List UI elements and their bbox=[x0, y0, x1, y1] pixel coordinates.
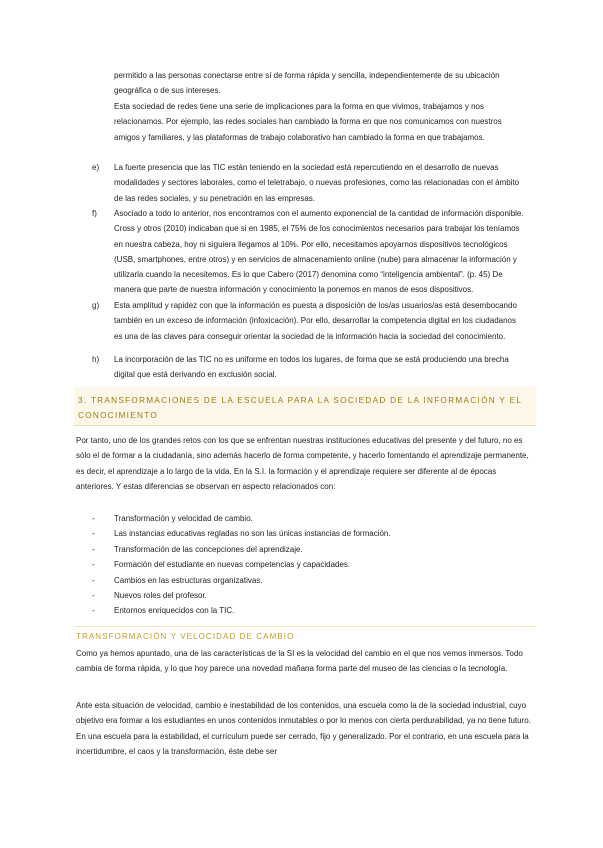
list-item bbox=[92, 588, 524, 603]
list-letter: e) bbox=[92, 163, 100, 172]
list-item-e bbox=[92, 160, 524, 206]
bullet-text: Entornos enriquecidos con la TIC. bbox=[114, 606, 235, 616]
list-item bbox=[92, 526, 524, 541]
section-title: 3. TRANSFORMACIONES DE LA ESCUELA PARA LA SOCIEDAD DE LA INFORMACIÓN Y EL CONOCIMIENTO bbox=[78, 396, 522, 420]
list-letter: g) bbox=[92, 301, 100, 310]
bullet-dash: - bbox=[92, 591, 95, 601]
bullet-dash: - bbox=[92, 575, 95, 585]
bullet-dash: - bbox=[92, 560, 95, 570]
list-item bbox=[92, 542, 524, 557]
bullet-text: Las instancias educativas regladas no son las únicas instancias de formación. bbox=[114, 529, 391, 539]
list-item-text: Asociado a todo lo anterior, nos encontramos con el aumento exponencial de la cantidad de información disponible. Cross y otros (2010) indicaban que si en 1985, el 75% de los conocimientos necesarios para trabajar los teníamos en nuestra cabeza, hoy ni siguiera llegamos al 10%. Por ello, necesitamos apoyarnos dispositivos tecnológicos (USB, smartphones, entre otros) y en servicios de almacenamiento online (nube) para almacenar la información y utilizarla cuando la necesitemos. Es lo que Cabero (2017) denomina como “inteligencia ambiental”. (p. 45) De manera que parte de nuestra información y conocimiento la ponemos en manos de esos dispositivos. bbox=[114, 209, 524, 295]
bullet-text: Cambios en las estructuras organizativas. bbox=[114, 575, 263, 585]
paragraph-situacion: Ante esta situación de velocidad, cambio e inestabilidad de los contenidos, una escuela como la de la sociedad industrial, cuyo objetivo era formar a los estudiantes en unos contenidos inmutables o por lo menos con cierta perdurabilidad, ya no tiene futuro. En una escuela para la estabilidad, el currículum puede ser cerrado, fijo y generalizado. Por el contrario, en una escuela para la incertidumbre, el caos y la transformación, éste debe ser bbox=[76, 701, 531, 756]
intro-continuation: permitido a las personas conectarse entre sí de forma rápida y sencilla, independientemente de su ubicación geográfica o de sus intereses. bbox=[114, 71, 500, 96]
bullet-list bbox=[92, 511, 524, 619]
list-item bbox=[92, 557, 524, 572]
section-heading bbox=[74, 387, 536, 426]
subsection-heading bbox=[74, 626, 536, 643]
paragraph-velocidad: Como ya hemos apuntado, una de las características de la SI es la velocidad del cambio en el que nos vemos inmersos. Todo cambia de forma rápida, y lo que hoy parece una novedad mañana forma parte del museo de las ciencias o la tecnología. bbox=[76, 649, 523, 674]
subsection-title: TRANSFORMACIÓN Y VELOCIDAD DE CAMBIO bbox=[76, 632, 295, 641]
bullet-text: Transformación de las concepciones del aprendizaje. bbox=[114, 544, 303, 554]
list-item-g bbox=[92, 298, 524, 344]
list-item-f bbox=[92, 206, 524, 298]
list-item-text: La fuerte presencia que las TIC están teniendo en la sociedad está repercutiendo en el desarrollo de nuevas modalidades y sectores laborales, como el teletrabajo, o nuevas profesiones, como las relacionadas con el ámbito de las redes sociales, y su penetración en las empresas. bbox=[114, 163, 520, 203]
intro-paragraph: Esta sociedad de redes tiene una serie de implicaciones para la forma en que vivimos, trabajamos y nos relacionamos. Por ejemplo, las redes sociales han cambiado la forma en que nos comunicamos con nuestros amigos y familiares, y las plataformas de trabajo colaborativo han cambiado la forma en que trabajamos. bbox=[114, 102, 502, 142]
bullet-dash: - bbox=[92, 606, 95, 616]
bullet-dash: - bbox=[92, 514, 95, 523]
list-letter: f) bbox=[92, 209, 97, 218]
list-item-text: La incorporación de las TIC no es uniforme en todos los lugares, de forma que se está produciendo una brecha digital que está derivando en exclusión social. bbox=[114, 355, 509, 380]
list-item-text: Esta amplitud y rapidez con que la información es puesta a disposición de los/as usuarios/as está desembocando también en un exceso de información (infoxicación). Por ello, desarrollar la competencia digital en los ciudadanos es una de las claves para conseguir orientar la sociedad de la información hacia la sociedad del conocimiento. bbox=[114, 301, 517, 341]
list-letter: h) bbox=[92, 355, 100, 364]
bullet-text: Formación del estudiante en nuevas competencias y capacidades. bbox=[114, 560, 351, 570]
bullet-text: Transformación y velocidad de cambio. bbox=[114, 514, 253, 523]
bullet-text: Nuevos roles del profesor. bbox=[114, 591, 207, 601]
list-item bbox=[92, 511, 524, 526]
bullet-dash: - bbox=[92, 544, 95, 554]
bullet-dash: - bbox=[92, 529, 95, 539]
list-item bbox=[92, 603, 524, 618]
list-item-h bbox=[92, 352, 524, 383]
paragraph-retos: Por tanto, uno de los grandes retos con los que se enfrentan nuestras instituciones educativas del presente y del futuro, no es sólo el de formar a la ciudadanía, sino además hacerlo de forma competente, y hacerlo fomentando el aprendizaje permanente, es decir, el aprendizaje a lo largo de la vida. En la S.I. la formación y el aprendizaje requiere ser diferente al de épocas anteriores. Y estas diferencias se observan en aspecto relacionados con: bbox=[76, 436, 529, 491]
list-item bbox=[92, 573, 524, 588]
